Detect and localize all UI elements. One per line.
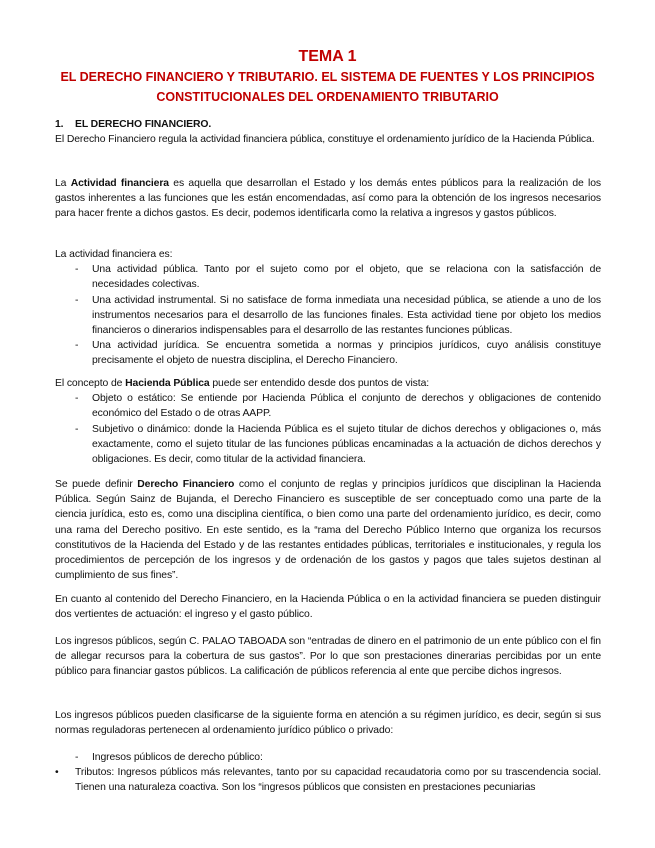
list-item: - Una actividad instrumental. Si no satisface de forma inmediata una necesidad pública, se atiende a uno de los instrumentos necesarios para el desarrollo de las funciones finales. Esta actividad tiene por objeto los medios financieros o dinerarios indispensables para el desarrollo de las restantes funciones públicas. [75,294,601,337]
list-item: - Subjetivo o dinámico: donde la Hacienda Pública es el sujeto titular de dichos derechos y obligaciones o, más exactamente, como el sujeto titular de las funciones públicas encaminadas a la actuación de dichos derechos y obligaciones. Es decir, como titular de la actividad financiera. [75,423,601,466]
list-item: - Una actividad pública. Tanto por el sujeto como por el objeto, que se relaciona con la satisfacción de necesidades colectivas. [75,264,601,291]
paragraph: El Derecho Financiero regula la actividad financiera pública, constituye el ordenamiento jurídico de la Hacienda Pública. [55,134,595,146]
list-actividad: La actividad financiera es: - Una actividad pública. Tanto por el sujeto como por el objeto, que se relaciona con la satisfacción de necesidades colectivas. - Una actividad instrumental. Si no satisface de forma inmediata una necesidad pública, se atiende a uno de los instrumentos necesarios para el desarrollo de las funciones finales. Esta actividad tiene por objeto los medios financieros o dinerarios indispensables para el desarrollo de las restantes funciones públicas. - Una actividad jurídica. Se encuentra sometida a normas y principios jurídicos, cuyo análisis constituye precisamente el objeto de nuestra disciplina, el Derecho Financiero. [55,247,601,369]
paragraph-clasificacion: Los ingresos públicos pueden clasificarse de la siguiente forma en atención a su régimen jurídico, es decir, según si sus normas reguladoras pertenecen al ordenamiento jurídico público o privado: [55,710,601,737]
list-item: • Tributos: Ingresos públicos más relevantes, tanto por su capacidad recaudatoria como por su trascendencia social. Tienen una naturaleza coactiva. Son los “ingresos públicos que consisten en prestaciones pecuniarias [55,767,601,794]
paragraph-definicion: Se puede definir Derecho Financiero como el conjunto de reglas y principios jurídicos que disciplinan la Hacienda Pública. Según Sainz de Bujanda, el Derecho Financiero es susceptible de ser conceptuado como una parte de la ciencia jurídica, esto es, como una disciplina científica, o bien como una parte del ordenamiento jurídico, es decir, como una rama del Derecho positivo. En este sentido, es la “rama del Derecho Público Interno que organiza los recursos constitutivos de la Hacienda del Estado y de las restantes entidades públicas, territoriales e institucionales, y regula los procedimientos de percepción de los ingresos y de ordenación de los gastos y pagos que tales sujetos destinan al cumplimiento de sus fines”. [55,479,601,582]
section-1 [55,117,601,147]
list-item: - Ingresos públicos de derecho público: [75,752,263,763]
paragraph-contenido: En cuanto al contenido del Derecho Financiero, en la Hacienda Pública o en la actividad financiera se pueden distinguir dos vertientes de actuación: el ingreso y el gasto público. [55,594,601,621]
paragraph-actividad: La Actividad financiera es aquella que desarrollan el Estado y los demás entes públicos para la realización de los gastos inherentes a las funciones que les están encomendadas, así como para la obtención de los ingresos necesarios para hacer frente a dichos gastos. Es decir, podemos identificarla como la relativa a ingresos y gastos públicos. [55,178,601,220]
list-item: - Objeto o estático: Se entiende por Hacienda Pública el conjunto de derechos y obligaciones de contenido económico del Estado o de otras AAPP. [75,393,601,420]
paragraph-ingresos: Los ingresos públicos, según C. PALAO TABOADA son “entradas de dinero en el patrimonio de un ente público con el fin de allegar recursos para la cobertura de sus gastos”. Por lo que son prestaciones dinerarias percibidas por un ente público para financiar gastos públicos. La calificación de públicos referencia al ente que percibe dichos ingresos. [55,636,601,678]
topic-title: TEMA 1 [298,48,357,65]
list-ingresos [55,750,601,796]
document-subtitle: EL DERECHO FINANCIERO Y TRIBUTARIO. EL SISTEMA DE FUENTES Y LOS PRINCIPIOS CONSTITUCIONALES DEL ORDENAMIENTO TRIBUTARIO [60,70,595,104]
section-heading: 1. EL DERECHO FINANCIERO. [55,119,212,130]
list-hacienda: El concepto de Hacienda Pública puede ser entendido desde dos puntos de vista: - Objeto o estático: Se entiende por Hacienda Pública el conjunto de derechos y obligaciones de contenido económico del Estado o de otras AAPP. - Subjetivo o dinámico: donde la Hacienda Pública es el sujeto titular de dichos derechos y obligaciones o, más exactamente, como el sujeto titular de las funciones públicas encaminadas a la actuación de dichos derechos y obligaciones. Es decir, como titular de la actividad financiera. [55,376,601,467]
list-item: - Una actividad jurídica. Se encuentra sometida a normas y principios jurídicos, cuyo análisis constituye precisamente el objeto de nuestra disciplina, el Derecho Financiero. [75,340,601,367]
